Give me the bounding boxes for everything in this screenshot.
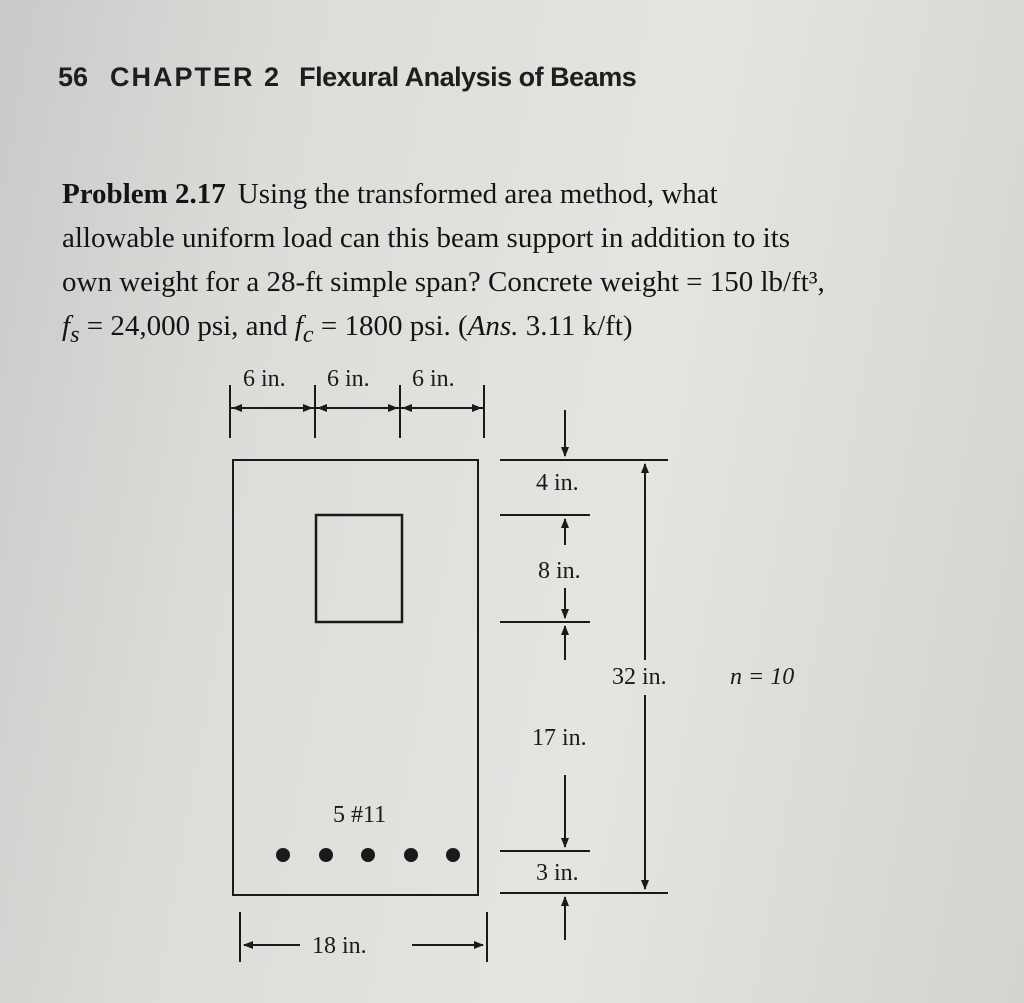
right-dim-8in: 8 in. xyxy=(538,558,581,584)
rebar-1 xyxy=(276,848,290,862)
top-dimension xyxy=(230,385,484,438)
rebar-3 xyxy=(361,848,375,862)
problem-line-4: $f_s = 24,000$ psi, and $f_c = 1800$ psi. (Ans. 3.11 k/ft) xyxy=(62,310,633,348)
problem-line-3: own weight for a 28-ft simple span? Concrete weight = 150 lb/ft³, xyxy=(62,266,825,298)
bars-label: 5 #11 xyxy=(333,802,387,828)
top-dim-label-2: 6 in. xyxy=(327,366,370,392)
problem-line-1: Problem 2.17 Using the transformed area method, what xyxy=(62,178,718,210)
problem-id: Problem 2.17 xyxy=(62,178,226,210)
chapter-label: CHAPTER 2 xyxy=(110,62,282,92)
modular-ratio-label: n = 10 xyxy=(730,664,795,690)
void-hole xyxy=(316,515,402,622)
page-number: 56 xyxy=(58,62,89,92)
rebar-5 xyxy=(446,848,460,862)
top-dim-label-3: 6 in. xyxy=(412,366,455,392)
right-dim-17in: 17 in. xyxy=(532,725,587,751)
chapter-title: Flexural Analysis of Beams xyxy=(299,62,637,92)
total-height-label: 32 in. xyxy=(612,664,667,690)
rebar-2 xyxy=(319,848,333,862)
bottom-width-label: 18 in. xyxy=(312,933,367,959)
rebar-group xyxy=(276,848,460,862)
rebar-4 xyxy=(404,848,418,862)
top-dim-label-1: 6 in. xyxy=(243,366,286,392)
right-dim-4in: 4 in. xyxy=(536,470,579,496)
problem-line-2: allowable uniform load can this beam support in addition to its xyxy=(62,222,791,254)
right-dim-3in: 3 in. xyxy=(536,860,579,886)
beam-outline xyxy=(233,460,478,895)
